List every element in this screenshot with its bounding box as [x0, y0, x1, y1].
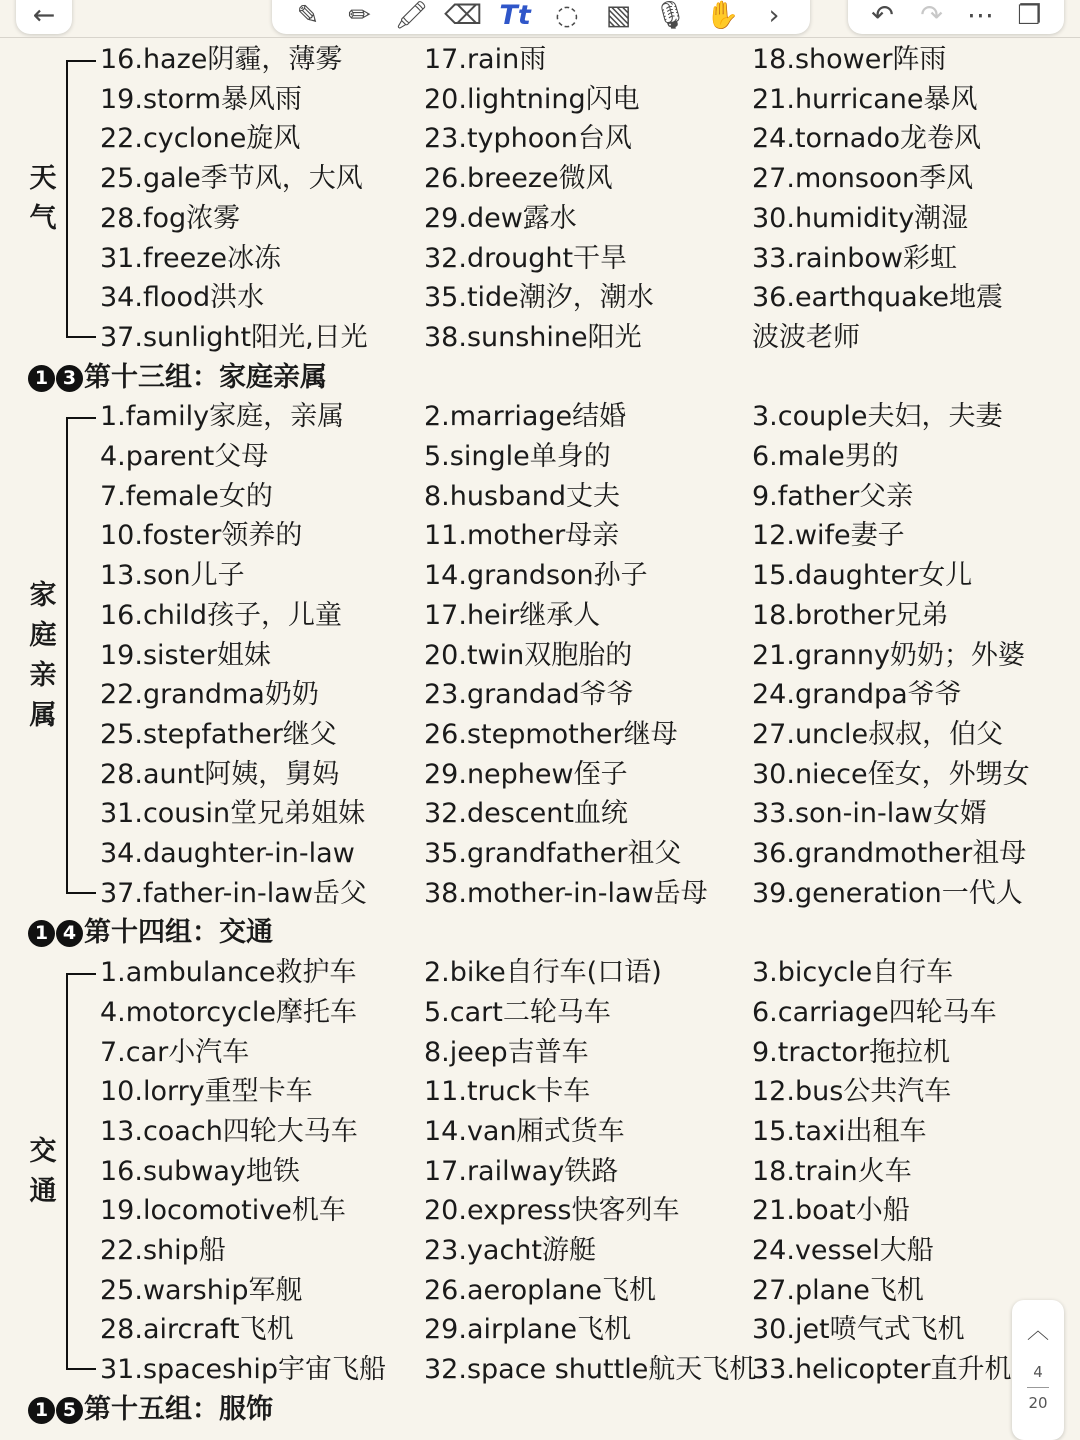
side-label-char: 属 — [29, 699, 57, 731]
vocab-item: 1.ambulance救护车 — [100, 957, 357, 989]
vocab-item: 22.cyclone旋风 — [100, 123, 301, 155]
vocab-item: 27.plane飞机 — [752, 1274, 924, 1306]
number-badge: 4 — [56, 920, 83, 947]
vocab-item: 16.haze阴霾，薄雾 — [100, 44, 343, 75]
side-label-char: 家 — [29, 579, 57, 611]
vocab-item: 1.family家庭，亲属 — [100, 401, 345, 433]
vocab-item: 32.descent血统 — [424, 798, 628, 830]
vocab-item: 4.parent父母 — [100, 441, 269, 472]
back-button[interactable] — [16, 0, 72, 34]
vocab-item: 19.storm暴风雨 — [100, 83, 303, 115]
group-bracket — [66, 417, 96, 893]
group-heading-text: 第十五组：服饰 — [84, 1393, 273, 1425]
vocab-item: 17.rain雨 — [424, 44, 547, 75]
vocab-item: 26.stepmother继母 — [424, 718, 678, 750]
vocab-item: 波波老师 — [752, 321, 860, 353]
vocab-item: 17.heir继承人 — [424, 599, 601, 631]
vocab-item: 8.jeep吉普车 — [424, 1036, 589, 1068]
vocab-item: 14.van厢式货车 — [424, 1115, 625, 1147]
redo-icon[interactable]: ↷ — [920, 0, 943, 31]
microphone-icon[interactable]: 🎙 — [653, 0, 688, 31]
vocab-item: 36.grandmother祖母 — [752, 838, 1027, 869]
vocab-item: 23.grandad爷爷 — [424, 679, 634, 711]
side-label-char: 庭 — [29, 619, 57, 651]
vocab-item: 18.brother兄弟 — [752, 599, 949, 631]
vocab-item: 3.bicycle自行车 — [752, 957, 954, 989]
page-up-icon[interactable]: ︿ — [1026, 1319, 1049, 1344]
vocab-item: 25.warship军舰 — [100, 1274, 303, 1306]
vocab-item: 19.sister姐妹 — [100, 639, 271, 671]
number-badge: 1 — [28, 1397, 55, 1424]
vocab-item: 36.earthquake地震 — [752, 282, 1003, 314]
vocab-item: 28.fog浓雾 — [100, 202, 241, 234]
vocab-item: 7.female女的 — [100, 480, 273, 512]
group-heading-text: 第十三组：家庭亲属 — [84, 361, 327, 393]
more-icon[interactable]: ⋯ — [967, 0, 994, 31]
page-divider — [1027, 1387, 1049, 1388]
vocab-item: 29.dew露水 — [424, 202, 577, 234]
vocab-item: 5.single单身的 — [424, 441, 611, 472]
group-heading — [28, 915, 273, 951]
image-icon[interactable]: ▧ — [605, 0, 632, 31]
vocab-item: 31.freeze冰冻 — [100, 242, 281, 274]
vocab-item: 29.nephew侄子 — [424, 758, 628, 790]
eraser-icon[interactable]: ⌫ — [444, 0, 483, 31]
vocab-item: 16.child孩子，儿童 — [100, 599, 343, 631]
vocab-item: 20.twin双胞胎的 — [424, 639, 633, 671]
vocab-item: 24.tornado龙卷风 — [752, 123, 981, 155]
number-badge: 1 — [28, 920, 55, 947]
vocab-item: 38.sunshine阳光 — [424, 321, 642, 353]
group-bracket — [66, 973, 96, 1370]
vocab-item: 23.typhoon台风 — [424, 123, 632, 155]
page-navigator[interactable] — [1012, 1300, 1064, 1440]
vocab-item: 22.grandma奶奶 — [100, 679, 319, 711]
vocab-item: 9.tractor拖拉机 — [752, 1036, 951, 1068]
number-badge: 5 — [56, 1397, 83, 1424]
vocab-item: 30.niece侄女，外甥女 — [752, 758, 1030, 790]
group-heading-text: 第十四组：交通 — [84, 917, 273, 949]
vocab-item: 30.jet喷气式飞机 — [752, 1314, 965, 1346]
pen-icon[interactable]: ✎ — [296, 0, 320, 31]
vocab-item: 4.motorcycle摩托车 — [100, 996, 357, 1028]
vocab-item: 20.lightning闪电 — [424, 83, 640, 115]
side-label-char: 气 — [29, 202, 57, 234]
vocab-item: 21.hurricane暴风 — [752, 83, 978, 115]
group-heading — [28, 1392, 273, 1428]
vocab-item: 15.taxi出租车 — [752, 1115, 927, 1147]
vocab-item: 27.monsoon季风 — [752, 163, 974, 195]
back-arrow-icon: ← — [32, 0, 56, 31]
vocab-item: 2.bike自行车(口语) — [424, 957, 662, 989]
vocab-item: 24.grandpa爷爷 — [752, 679, 962, 711]
text-tool-icon[interactable]: Tt — [499, 0, 531, 31]
vocab-item: 34.daughter-in-law — [100, 838, 355, 869]
vocab-item: 31.spaceship宇宙飞船 — [100, 1354, 386, 1386]
vocab-item: 32.space shuttle航天飞机 — [424, 1354, 757, 1386]
drawing-toolbar — [272, 0, 810, 34]
lasso-icon[interactable]: ◌ — [555, 0, 579, 31]
action-toolbar — [848, 0, 1064, 34]
vocab-item: 15.daughter女儿 — [752, 560, 973, 592]
vocab-item: 33.rainbow彩虹 — [752, 242, 957, 274]
vocab-item: 25.stepfather继父 — [100, 718, 337, 750]
vocab-item: 38.mother-in-law岳母 — [424, 877, 708, 909]
highlighter-icon[interactable]: 🖍 — [394, 0, 429, 31]
vocab-item: 17.railway铁路 — [424, 1155, 619, 1187]
vocab-item: 12.wife妻子 — [752, 520, 905, 552]
number-badge: 1 — [28, 365, 55, 392]
vocab-item: 5.cart二轮马车 — [424, 996, 611, 1028]
vocab-item: 33.helicopter直升机 — [752, 1354, 1012, 1386]
vocab-item: 32.drought干旱 — [424, 242, 628, 274]
vocab-item: 6.carriage四轮马车 — [752, 996, 997, 1028]
vocab-item: 31.cousin堂兄弟姐妹 — [100, 798, 366, 830]
side-label-char: 天 — [29, 162, 57, 194]
vocab-item: 6.male男的 — [752, 441, 899, 472]
vocab-item: 10.foster领养的 — [100, 520, 303, 552]
vocab-item: 30.humidity潮湿 — [752, 202, 969, 234]
vocab-item: 28.aircraft飞机 — [100, 1314, 294, 1346]
vocab-item: 23.yacht游艇 — [424, 1235, 597, 1266]
group-heading — [28, 360, 327, 396]
vocab-item: 29.airplane飞机 — [424, 1314, 631, 1346]
chevron-right-icon[interactable]: › — [768, 0, 780, 31]
vocab-item: 16.subway地铁 — [100, 1155, 300, 1187]
vocab-item: 13.son儿子 — [100, 560, 245, 592]
vocab-item: 37.sunlight阳光,日光 — [100, 321, 368, 353]
vocab-item: 11.mother母亲 — [424, 520, 620, 552]
total-pages: 20 — [1028, 1394, 1048, 1412]
vocab-item: 35.tide潮汐，潮水 — [424, 282, 654, 314]
vocab-item: 24.vessel大船 — [752, 1235, 934, 1266]
vocab-item: 27.uncle叔叔，伯父 — [752, 718, 1004, 750]
side-label-char: 交 — [29, 1135, 57, 1167]
vocab-item: 3.couple夫妇，夫妻 — [752, 401, 1003, 433]
vocab-item: 18.train火车 — [752, 1155, 912, 1187]
vocab-item: 21.boat小船 — [752, 1195, 910, 1227]
vocab-item: 25.gale季节风，大风 — [100, 163, 363, 195]
vocab-item: 12.bus公共汽车 — [752, 1076, 952, 1108]
pages-icon[interactable]: ❐ — [1017, 0, 1042, 31]
vocab-item: 26.breeze微风 — [424, 163, 613, 195]
toolbar-divider — [0, 37, 1080, 38]
vocab-item: 7.car小汽车 — [100, 1036, 250, 1068]
vocab-item: 18.shower阵雨 — [752, 44, 947, 75]
undo-icon[interactable]: ↶ — [871, 0, 894, 31]
vocab-item: 21.granny奶奶；外婆 — [752, 639, 1025, 671]
hand-icon[interactable]: ✋ — [705, 0, 740, 31]
number-badge: 3 — [56, 365, 83, 392]
vocab-item: 26.aeroplane飞机 — [424, 1274, 657, 1306]
vocab-item: 22.ship船 — [100, 1235, 226, 1266]
vocab-item: 28.aunt阿姨，舅妈 — [100, 758, 340, 790]
current-page: 4 — [1033, 1363, 1043, 1381]
vocab-item: 9.father父亲 — [752, 480, 914, 512]
vocab-item: 2.marriage结婚 — [424, 401, 627, 433]
vocab-item: 14.grandson孙子 — [424, 560, 648, 592]
vocab-item: 34.flood洪水 — [100, 282, 265, 314]
vocab-item: 19.locomotive机车 — [100, 1195, 346, 1227]
vocab-item: 8.husband丈夫 — [424, 480, 620, 512]
vocab-item: 13.coach四轮大马车 — [100, 1115, 358, 1147]
vocab-item: 39.generation一代人 — [752, 877, 1023, 909]
group-bracket — [66, 60, 96, 338]
vocab-item: 35.grandfather祖父 — [424, 838, 682, 869]
pencil-icon[interactable]: ✏ — [348, 0, 371, 31]
side-label-char: 亲 — [29, 659, 57, 691]
side-label-char: 通 — [29, 1175, 57, 1207]
vocab-item: 20.express快客列车 — [424, 1195, 680, 1227]
vocab-item: 10.lorry重型卡车 — [100, 1076, 313, 1108]
vocab-item: 37.father-in-law岳父 — [100, 877, 367, 909]
vocab-item: 11.truck卡车 — [424, 1076, 591, 1108]
vocab-item: 33.son-in-law女婿 — [752, 798, 987, 830]
